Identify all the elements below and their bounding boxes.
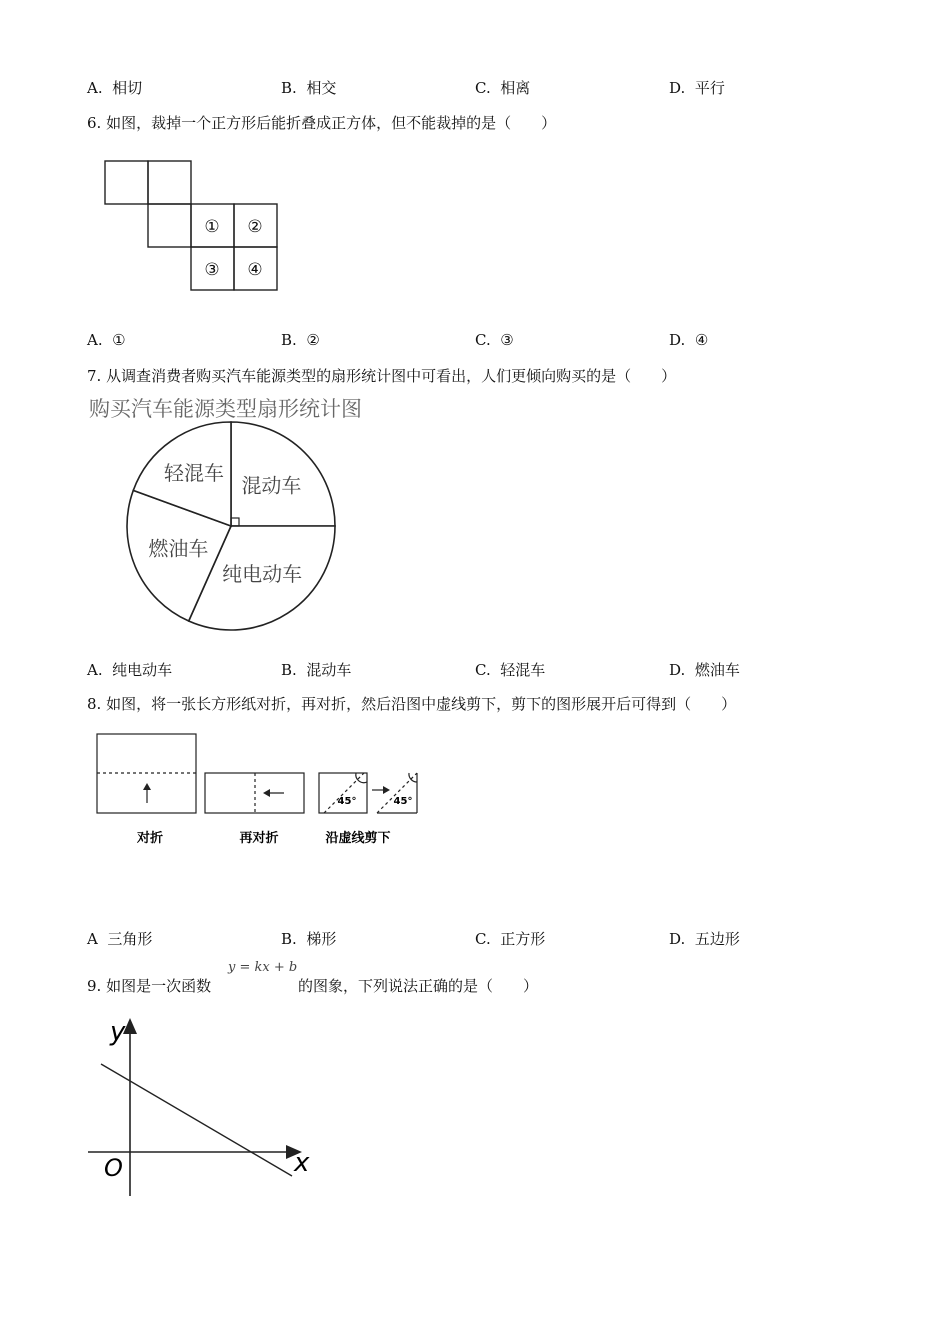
slice-label-fuel: 燃油车 <box>148 536 209 561</box>
chart-title: 购买汽车能源类型扇形统计图 <box>89 397 362 421</box>
q7-stem: 7. 从调查消费者购买汽车能源类型的扇形统计图中可看出，人们更倾向购买的是（ ） <box>87 367 677 385</box>
q5-option-d: D. 平行 <box>669 79 725 97</box>
angle-label-45: 45° <box>337 796 357 807</box>
net-label-4: ④ <box>247 260 263 280</box>
arrow-head-left <box>263 789 270 797</box>
q7-option-a: A. 纯电动车 <box>87 661 173 679</box>
q7-option-c: C. 轻混车 <box>475 661 546 679</box>
q6-stem: 6. 如图，裁掉一个正方形后能折叠成正方体，但不能裁掉的是（ ） <box>87 114 557 132</box>
q8-option-a: A 三角形 <box>87 930 153 948</box>
q7-pie-chart <box>86 392 386 637</box>
q9-stem-prefix: 9. 如图是一次函数 <box>87 977 212 995</box>
q6-option-d: D. ④ <box>669 331 709 349</box>
angle-label-45: 45° <box>393 796 413 807</box>
q8-option-b: B. 梯形 <box>281 930 337 948</box>
slice-label-mild-hybrid: 轻混车 <box>164 461 225 486</box>
angle-arc-1 <box>356 773 367 783</box>
q6-option-b: B. ② <box>281 331 320 349</box>
q9-line-graph <box>84 1012 324 1202</box>
paper-quarter <box>319 773 367 813</box>
q5-option-a: A. 相切 <box>87 79 143 97</box>
caption-fold-again: 再对折 <box>239 831 279 846</box>
net-square <box>105 161 148 204</box>
q9-stem-suffix: 的图象，下列说法正确的是（ ） <box>298 977 539 995</box>
caption-cut: 沿虚线剪下 <box>325 831 391 846</box>
origin-label: O <box>104 1154 123 1182</box>
q5-option-c: C. 相离 <box>475 79 531 97</box>
net-label-2: ② <box>247 217 263 237</box>
q8-option-c: C. 正方形 <box>475 930 546 948</box>
arrow-head-up <box>143 783 151 790</box>
net-square <box>148 204 191 247</box>
caption-fold: 对折 <box>136 831 164 846</box>
net-square <box>148 161 191 204</box>
q7-option-d: D. 燃油车 <box>669 661 740 679</box>
cut-line-1 <box>324 773 364 813</box>
q6-option-c: C. ③ <box>475 331 514 349</box>
arrow-head-right <box>383 786 390 794</box>
q5-option-b: B. 相交 <box>281 79 337 97</box>
q6-option-a: A. ① <box>87 331 126 349</box>
q9-formula: y = kx + b <box>228 960 298 975</box>
x-axis-label: x <box>294 1148 310 1178</box>
q7-option-b: B. 混动车 <box>281 661 352 679</box>
net-label-1: ① <box>204 217 220 237</box>
q8-stem: 8. 如图，将一张长方形纸对折，再对折，然后沿图中虚线剪下，剪下的图形展开后可得到（ ） <box>87 695 737 713</box>
slice-label-electric: 纯电动车 <box>222 561 303 586</box>
slice-label-hybrid: 混动车 <box>241 473 302 498</box>
q8-folding-figure <box>92 730 422 855</box>
q8-option-d: D. 五边形 <box>669 930 740 948</box>
q6-cube-net-figure <box>100 156 284 294</box>
net-label-3: ③ <box>204 260 220 280</box>
y-axis-label: y <box>110 1017 126 1047</box>
